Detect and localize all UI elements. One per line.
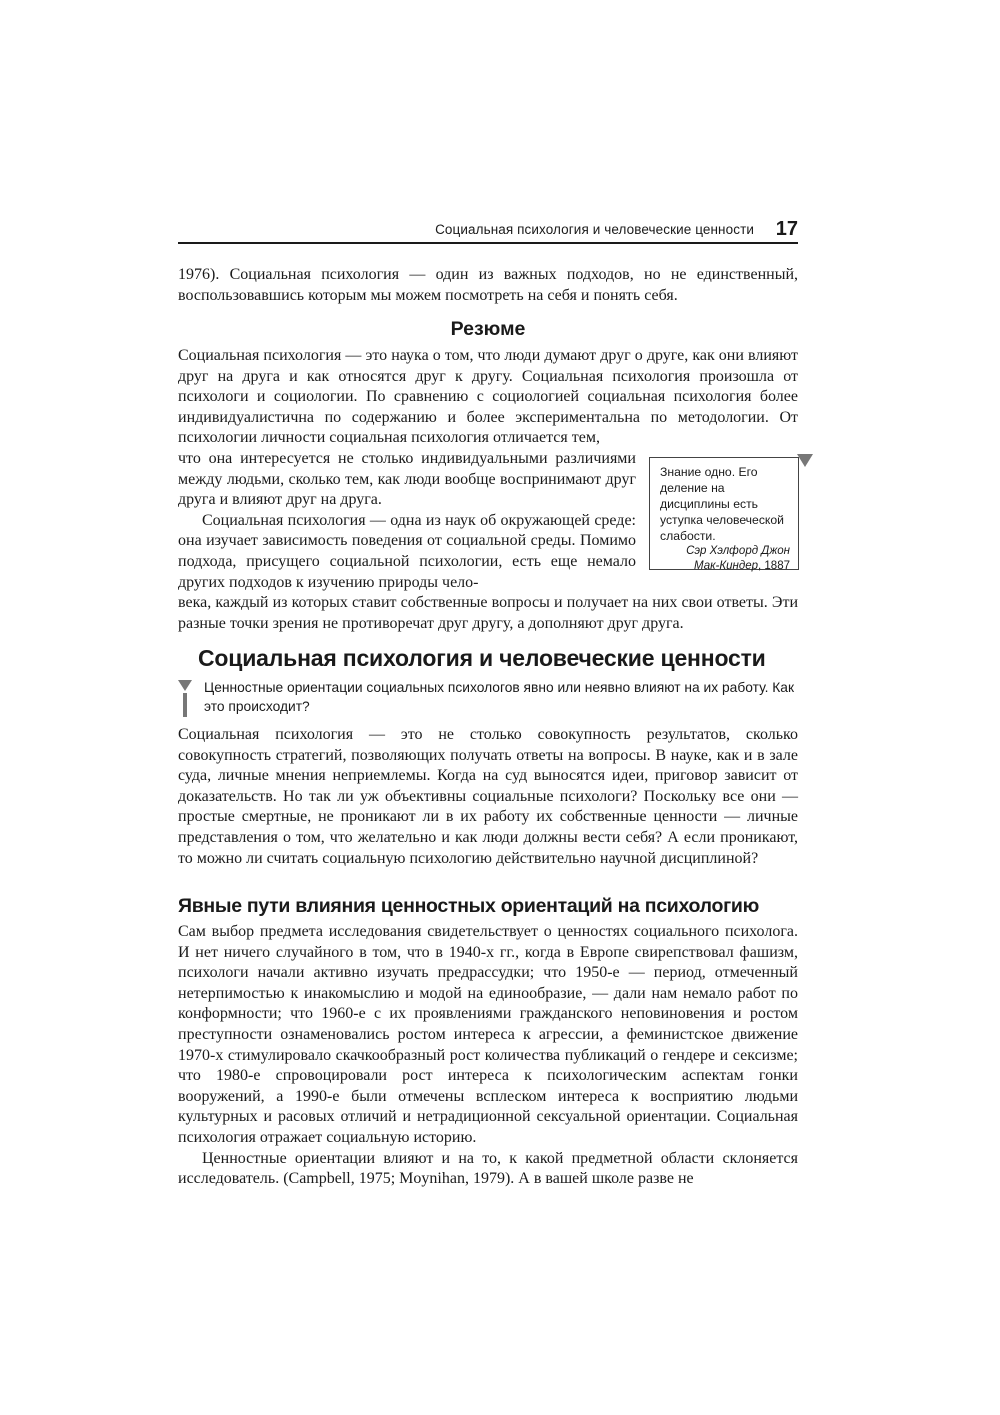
subsection-paragraph-1: Сам выбор предмета исследования свидетельствует о ценностях социального психолога. И нет ничего случайного в том, что в 1940-х гг., когда в Европе свирепствовал фашизм, психологи начали активно изучать предрассудки; что 1950-е — период, отмеченный нетерпимостью к инакомыслию и модой на единообразие, — дали нам немало работ по конформности; что 1960-е с их проявлениями гражданского неповиновения и ростом преступности ознаменовались ростом интереса к агрессии, а феминистское движение 1970-х стимулировало скачкообразный рост количества публикаций о гендере и сексизме; что 1980-е спровоцировали рост интереса к психологическим аспектам гонки вооружений, а 1990-е были отмечены всплеском интереса к восприятию людьми культурных и расовых отличий и нетрадиционной сексуальной ориентации. Социальная психология отражает социальную историю.: [178, 923, 798, 1146]
summary-paragraph-2b: века, каждый из которых ставит собственные вопросы и получает на них свои ответы. Эти разные точки зрения не противоречат друг другу, а дополняют друг друга.: [178, 594, 798, 632]
question-bar-icon: [183, 693, 187, 717]
quote-text: Знание одно. Его деление на дисциплины есть уступка человеческой слабости.: [660, 465, 784, 543]
quote-attribution: [660, 544, 790, 574]
section-paragraph: Социальная психология — это не столько совокупность результатов, сколько совокупность стратегий, позволяющих получать ответы на вопросы. В науке, как и в зале суда, личные мнения неприемлемы. Когда на суд выносятся идеи, приговор зависит от доказательств. Но так ли уж объективны социальные психологи? Поскольку все они — простые смертные, не проникают ли в их работу их собственные ценности — личные представления о том, что желательно и как люди должны вести себя? А если проникают, то можно ли считать социальную психологию действительно научной дисциплиной?: [178, 726, 798, 867]
subsection-body: [178, 922, 798, 1190]
sidebar-marker-icon: [797, 454, 813, 467]
section-heading: Социальная психология и человеческие ценности: [198, 645, 766, 671]
subsection-heading: Явные пути влияния ценностных ориентаций на психологию: [178, 895, 759, 917]
focus-question: [178, 678, 798, 716]
page-number: 17: [775, 218, 798, 240]
quote-year: , 1887: [758, 560, 790, 572]
question-text: Ценностные ориентации социальных психологов явно или неявно влияют на их работу. Как это происходит?: [204, 680, 794, 714]
question-marker-icon: [178, 680, 192, 691]
summary-paragraph-1b: что она интересуется не столько индивидуальными различиями между людьми, сколько тем, как люди вообще воспринимают друг друга и влияют друг на друга.: [178, 449, 636, 509]
summary-paragraph-2a: Социальная психология — одна из наук об окружающей среде: она изучает зависимость поведения от социальной среды. Помимо подхода, присущего социальной психологии, есть еще немало других подходов к изучению природы чело-: [178, 511, 636, 591]
running-title: Социальная психология и человеческие ценности: [435, 222, 754, 237]
running-header: [178, 218, 798, 244]
quote-author: Сэр Хэлфорд Джон Мак-Киндер: [686, 545, 790, 572]
summary-heading: Резюме: [450, 318, 526, 340]
summary-paragraph-1a: Социальная психология — это наука о том, что люди думают друг о друге, как они влияют друг на друга и как относятся друг к другу. Социальная психология произошла от психологи и социологии. По сравнению с социологией социальная психология более индивидуалистична по содержанию и более экспериментальна по методологии. От психологии личности социальная психология отличается тем,: [178, 347, 798, 447]
subsection-paragraph-2: Ценностные ориентации влияют и на то, к какой предметной области склоняется исследователь. (Campbell, 1975; Moynihan, 1979). А в вашей школе разве не: [178, 1149, 798, 1188]
sidebar-quote: [649, 457, 799, 570]
intro-paragraph: 1976). Социальная психология — один из важных подходов, но не единственный, воспользовавшись которым мы можем посмотреть на себя и понять себя.: [178, 266, 798, 304]
